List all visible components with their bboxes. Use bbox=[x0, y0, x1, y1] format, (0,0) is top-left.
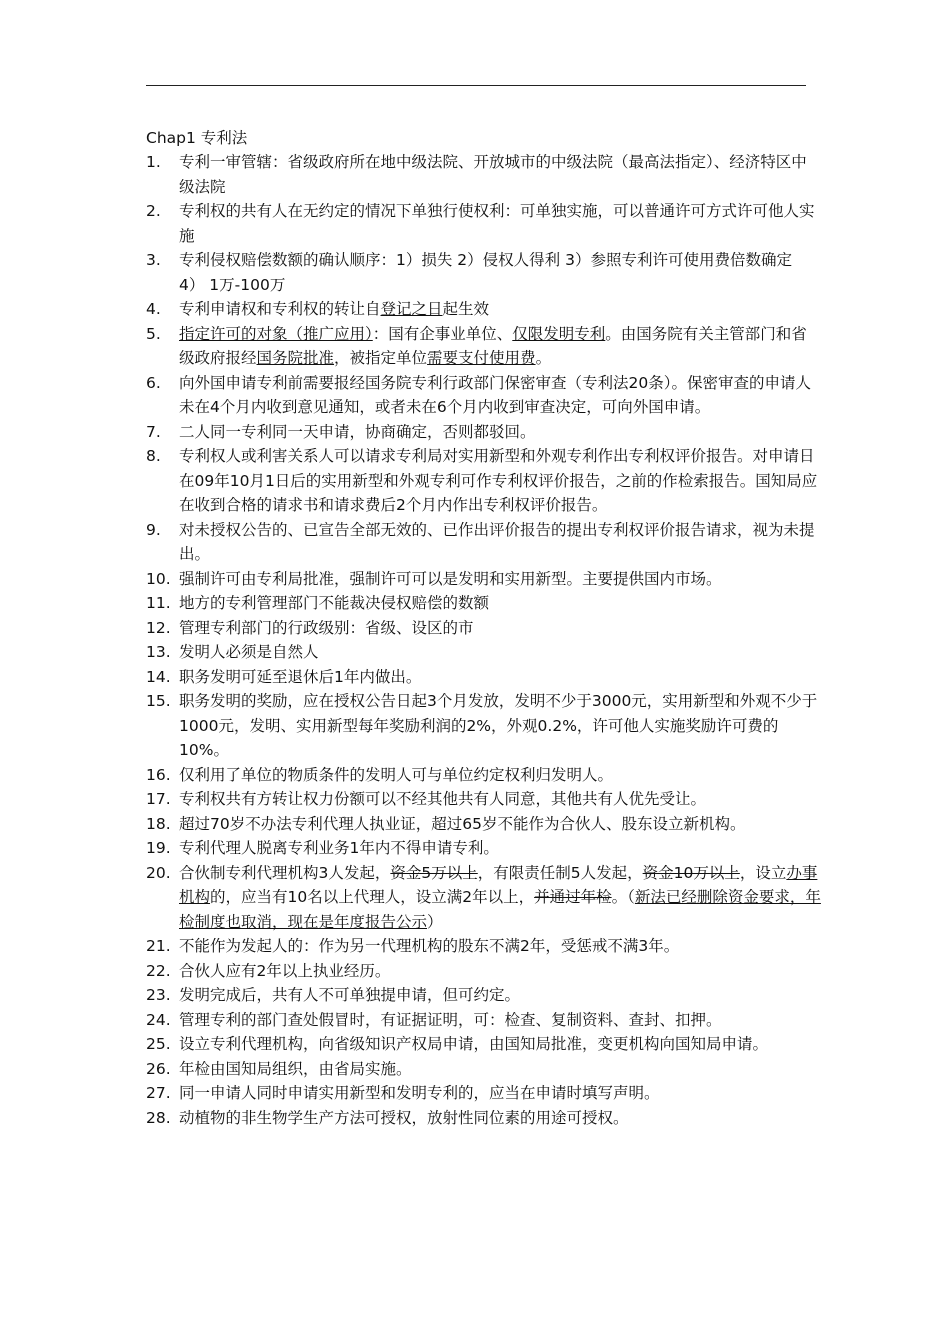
list-item bbox=[146, 689, 822, 763]
item-text bbox=[179, 420, 822, 445]
item-number: 27. bbox=[146, 1084, 171, 1102]
text-segment: 仅利用了单位的物质条件的发明人可与单位约定权利归发明人。 bbox=[179, 765, 614, 784]
text-segment: 专利申请权和专利权的转让自 bbox=[179, 300, 381, 318]
item-number: 7. bbox=[146, 422, 161, 441]
text-segment: 职务发明可延至退休后1年内做出。 bbox=[179, 667, 422, 686]
list-item bbox=[146, 616, 822, 641]
text-segment: 专利权共有方转让权力份额可以不经其他共有人同意，其他共有人优先受让。 bbox=[179, 790, 707, 808]
item-number: 20. bbox=[146, 863, 171, 882]
item-number: 19. bbox=[146, 839, 171, 857]
list-item bbox=[146, 1008, 822, 1033]
item-number: 15. bbox=[146, 692, 171, 710]
item-number: 21. bbox=[146, 937, 171, 955]
text-segment: 强制许可由专利局批准，强制许可可以是发明和实用新型。主要提供国内市场。 bbox=[179, 569, 722, 588]
text-segment: 对未授权公告的、已宣告全部无效的、已作出评价报告的提出专利权评价报告请求，视为未提出。 bbox=[179, 520, 815, 563]
text-segment: ：国有企事业单位、 bbox=[372, 324, 513, 343]
item-number: 17. bbox=[146, 790, 171, 808]
text-segment: 管理专利的部门查处假冒时，有证据证明，可：检查、复制资料、查封、扣押。 bbox=[179, 1010, 722, 1029]
item-number: 23. bbox=[146, 986, 171, 1004]
item-text bbox=[179, 444, 822, 518]
list-item bbox=[146, 518, 822, 567]
list-item bbox=[146, 640, 822, 665]
list-item bbox=[146, 861, 822, 935]
item-text bbox=[179, 665, 822, 690]
text-segment: 。（ bbox=[611, 888, 635, 906]
item-text bbox=[179, 1008, 822, 1033]
list-item bbox=[146, 567, 822, 592]
text-segment: ，被指定单位 bbox=[334, 349, 428, 367]
text-segment: 向外国申请专利前需要报经国务院专利行政部门保密审查（专利法20条）。保密审查的申请人未在4个月内收到意见通知，或者未在6个月内收到审查决定，可向外国申请。 bbox=[179, 373, 811, 416]
text-segment: 地方的专利管理部门不能裁决侵权赔偿的数额 bbox=[179, 594, 490, 612]
item-text bbox=[179, 640, 822, 665]
item-number: 4. bbox=[146, 300, 161, 318]
item-text bbox=[179, 1081, 822, 1106]
text-segment: 发明完成后，共有人不可单独提申请，但可约定。 bbox=[179, 986, 521, 1004]
item-number: 16. bbox=[146, 765, 171, 784]
item-text bbox=[179, 567, 822, 592]
list-item bbox=[146, 248, 822, 297]
list-item bbox=[146, 665, 822, 690]
text-segment: ，设立 bbox=[739, 863, 787, 882]
list-item bbox=[146, 763, 822, 788]
text-segment: 的，应当有10名以上代理人，设立满2年以上， bbox=[210, 888, 535, 906]
item-text bbox=[179, 1106, 822, 1131]
struck-text: 并通过年检 bbox=[534, 888, 612, 906]
item-number: 5. bbox=[146, 324, 161, 343]
item-text bbox=[179, 322, 822, 371]
text-segment: 合伙人应有2年以上执业经历。 bbox=[179, 961, 391, 980]
underlined-text: 仅限发明专利 bbox=[512, 324, 606, 343]
underlined-text: 国务院批准 bbox=[256, 349, 335, 367]
text-segment: 发明人必须是自然人 bbox=[179, 643, 319, 661]
item-text bbox=[179, 983, 822, 1008]
text-segment: 。由国务院有关主管部门和省级政府报经 bbox=[179, 324, 807, 367]
item-text bbox=[179, 518, 822, 567]
list-item bbox=[146, 199, 822, 248]
underlined-text: 新法已经删除资金要求，年检制度也取消，现在是年度报告公示 bbox=[179, 888, 821, 931]
item-number: 22. bbox=[146, 961, 171, 980]
item-number: 10. bbox=[146, 569, 171, 588]
item-text bbox=[179, 959, 822, 984]
item-number: 18. bbox=[146, 814, 171, 833]
text-segment: 专利代理人脱离专利业务1年内不得申请专利。 bbox=[179, 839, 499, 857]
text-segment: 。 bbox=[535, 349, 552, 367]
list-item bbox=[146, 934, 822, 959]
list-item bbox=[146, 444, 822, 518]
item-text bbox=[179, 836, 822, 861]
list-item bbox=[146, 150, 822, 199]
item-number: 28. bbox=[146, 1108, 171, 1127]
numbered-list bbox=[146, 150, 822, 1130]
list-item bbox=[146, 836, 822, 861]
item-text bbox=[179, 763, 822, 788]
item-number: 1. bbox=[146, 153, 161, 171]
text-segment: 专利权人或利害关系人可以请求专利局对实用新型和外观专利作出专利权评价报告。对申请日在09年10月1日后的实用新型和外观专利可作专利权评价报告，之前的作检索报告。国知局应在收到合格的请求书和请求费后2个月内作出专利权评价报告。 bbox=[179, 447, 818, 514]
list-item bbox=[146, 1057, 822, 1082]
text-segment: 专利一审管辖：省级政府所在地中级法院、开放城市的中级法院（最高法指定）、经济特区中级法院 bbox=[179, 153, 807, 196]
item-text bbox=[179, 616, 822, 641]
text-segment: ） bbox=[427, 912, 443, 931]
list-item bbox=[146, 322, 822, 371]
list-item bbox=[146, 983, 822, 1008]
text-segment: 年检由国知局组织，由省局实施。 bbox=[179, 1059, 412, 1078]
item-text bbox=[179, 934, 822, 959]
item-text bbox=[179, 861, 822, 935]
item-text bbox=[179, 199, 822, 248]
underlined-text: 登记之日 bbox=[380, 300, 443, 318]
list-item bbox=[146, 1032, 822, 1057]
item-text bbox=[179, 1057, 822, 1082]
item-number: 12. bbox=[146, 618, 171, 637]
text-segment: 职务发明的奖励，应在授权公告日起3个月发放，发明不少于3000元，实用新型和外观不少于1000元，发明、实用新型每年奖励利润的2%，外观0.2%，许可他人实施奖励许可费的10%。 bbox=[179, 692, 818, 759]
item-text bbox=[179, 297, 822, 322]
item-text bbox=[179, 591, 822, 616]
struck-text: 资金10万以上 bbox=[642, 863, 740, 882]
text-segment: 专利侵权赔偿数额的确认顺序：1）损失 2）侵权人得利 3）参照专利许可使用费倍数确定 4） 1万-100万 bbox=[179, 251, 792, 294]
list-item bbox=[146, 297, 822, 322]
text-segment: 专利权的共有人在无约定的情况下单独行使权利：可单独实施，可以普通许可方式许可他人实施 bbox=[179, 202, 815, 245]
item-number: 25. bbox=[146, 1035, 171, 1053]
text-segment: 合伙制专利代理机构3人发起， bbox=[179, 863, 391, 882]
item-number: 26. bbox=[146, 1059, 171, 1078]
item-number: 24. bbox=[146, 1010, 171, 1029]
header-rule bbox=[146, 85, 806, 86]
struck-text: 资金5万以上 bbox=[390, 863, 478, 882]
text-segment: 不能作为发起人的：作为另一代理机构的股东不满2年，受惩戒不满3年。 bbox=[179, 937, 680, 955]
item-number: 11. bbox=[146, 594, 171, 612]
list-item bbox=[146, 371, 822, 420]
item-text bbox=[179, 150, 822, 199]
list-item bbox=[146, 1081, 822, 1106]
item-number: 3. bbox=[146, 251, 161, 269]
text-segment: 同一申请人同时申请实用新型和发明专利的，应当在申请时填写声明。 bbox=[179, 1084, 660, 1102]
text-segment: 动植物的非生物学生产方法可授权，放射性同位素的用途可授权。 bbox=[179, 1108, 629, 1127]
item-text bbox=[179, 248, 822, 297]
item-text bbox=[179, 812, 822, 837]
text-segment: 起生效 bbox=[442, 300, 490, 318]
list-item bbox=[146, 1106, 822, 1131]
chapter-title: Chap1 专利法 bbox=[146, 129, 248, 147]
underlined-text: 指定许可的对象（推广应用） bbox=[179, 324, 373, 343]
item-number: 13. bbox=[146, 643, 171, 661]
item-text bbox=[179, 1032, 822, 1057]
list-item bbox=[146, 420, 822, 445]
list-item bbox=[146, 812, 822, 837]
list-item bbox=[146, 591, 822, 616]
item-text bbox=[179, 689, 822, 763]
underlined-text: 需要支付使用费 bbox=[427, 349, 536, 367]
text-segment: 超过70岁不办法专利代理人执业证，超过65岁不能作为合伙人、股东设立新机构。 bbox=[179, 814, 746, 833]
text-segment: 设立专利代理机构，向省级知识产权局申请，由国知局批准，变更机构向国知局申请。 bbox=[179, 1035, 769, 1053]
item-number: 6. bbox=[146, 373, 161, 392]
item-number: 8. bbox=[146, 447, 161, 465]
underlined-text: 办事机构 bbox=[179, 863, 818, 906]
item-number: 9. bbox=[146, 520, 161, 539]
item-text bbox=[179, 787, 822, 812]
text-segment: 二人同一专利同一天申请，协商确定，否则都驳回。 bbox=[179, 422, 536, 441]
list-item bbox=[146, 787, 822, 812]
item-number: 2. bbox=[146, 202, 161, 220]
list-item bbox=[146, 959, 822, 984]
item-number: 14. bbox=[146, 667, 171, 686]
text-segment: ，有限责任制5人发起， bbox=[477, 863, 643, 882]
item-text bbox=[179, 371, 822, 420]
text-segment: 管理专利部门的行政级别：省级、设区的市 bbox=[179, 618, 474, 637]
